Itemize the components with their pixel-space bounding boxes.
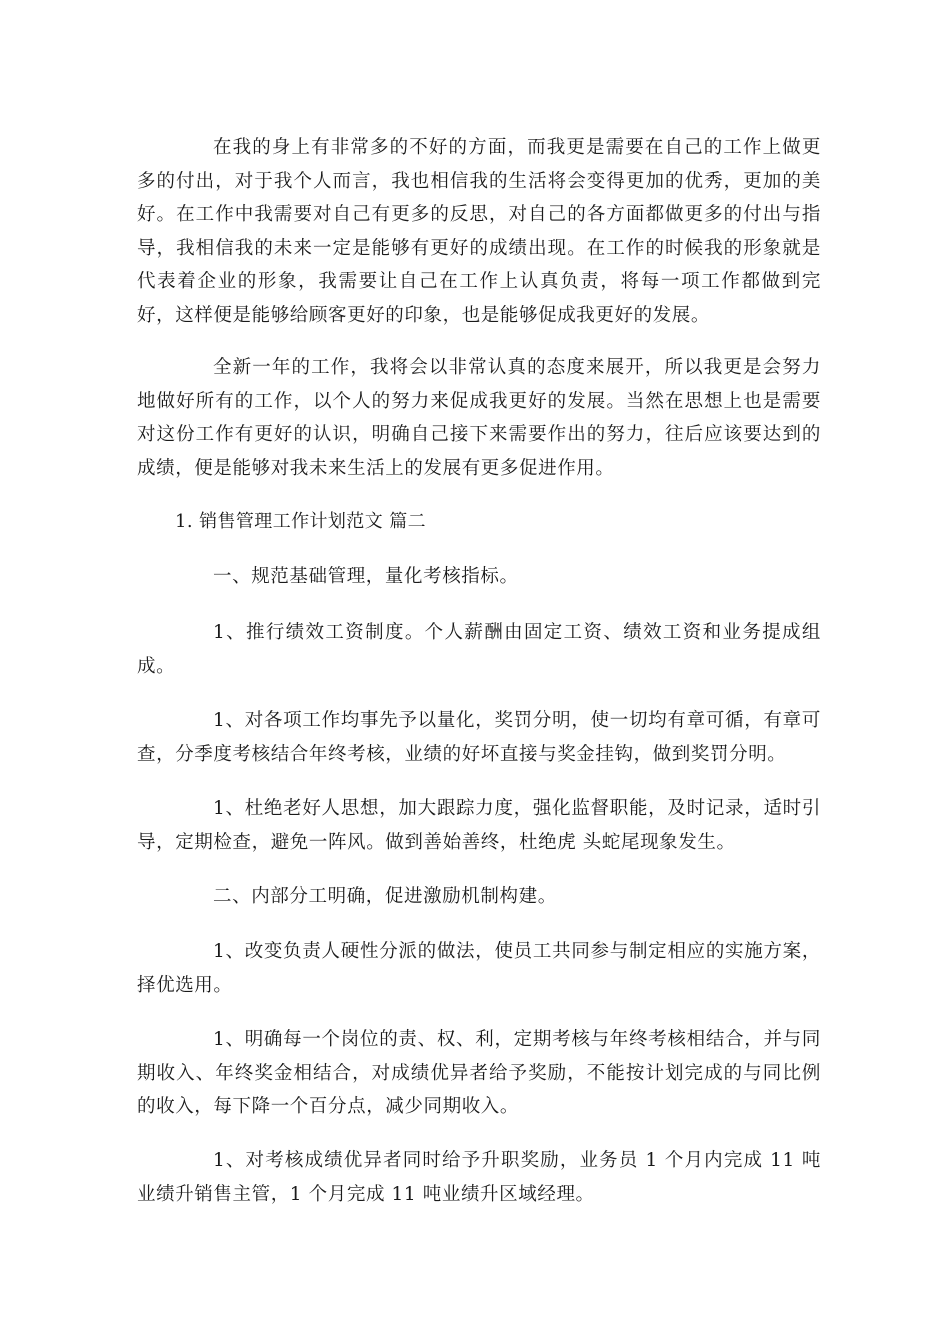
part-one-title: 一、规范基础管理，量化考核指标。: [213, 566, 519, 587]
part-two-item-3: 1、对考核成绩优异者同时给予升职奖励，业务员 1 个月内完成 11 吨业绩升销售主管，1 个月完成 11 吨业绩升区域经理。: [137, 1150, 821, 1205]
part-two-item-2: 1、明确每一个岗位的责、权、利，定期考核与年终考核相结合，并与同期收入、年终奖金相结合，对成绩优异者给予奖励，不能按计划完成的与同比例的收入，每下降一个百分点，减少同期收入。: [137, 1029, 821, 1117]
body-paragraph-1: 在我的身上有非常多的不好的方面，而我更是需要在自己的工作上做更多的付出，对于我个人而言，我也相信我的生活将会变得更加的优秀，更加的美好。在工作中我需要对自己有更多的反思，对自己的各方面都做更多的付出与指导，我相信我的未来一定是能够有更好的成绩出现。在工作的时候我的形象就是代表着企业的形象，我需要让自己在工作上认真负责，将每一项工作都做到完好，这样便是能够给顾客更好的印象，也是能够促成我更好的发展。: [137, 137, 821, 326]
part-one-item-1: 1、推行绩效工资制度。个人薪酬由固定工资、绩效工资和业务提成组成。: [137, 622, 821, 677]
part-one-item-3: 1、杜绝老好人思想，加大跟踪力度，强化监督职能，及时记录，适时引导，定期检查，避免一阵风。做到善始善终，杜绝虎 头蛇尾现象发生。: [137, 798, 821, 853]
part-two-title: 二、内部分工明确，促进激励机制构建。: [213, 886, 557, 907]
part-two-item-1: 1、改变负责人硬性分派的做法，使员工共同参与制定相应的实施方案，择优选用。: [137, 941, 821, 996]
body-paragraph-2: 全新一年的工作，我将会以非常认真的态度来展开，所以我更是会努力地做好所有的工作，以个人的努力来促成我更好的发展。当然在思想上也是需要对这份工作有更好的认识，明确自己接下来需要作出的努力，往后应该要达到的成绩，便是能够对我未来生活上的发展有更多促进作用。: [137, 357, 821, 479]
part-one-item-2: 1、对各项工作均事先予以量化，奖罚分明，使一切均有章可循，有章可查，分季度考核结合年终考核，业绩的好坏直接与奖金挂钩，做到奖罚分明。: [137, 710, 821, 765]
section-heading: 1. 销售管理工作计划范文 篇二: [175, 511, 427, 532]
